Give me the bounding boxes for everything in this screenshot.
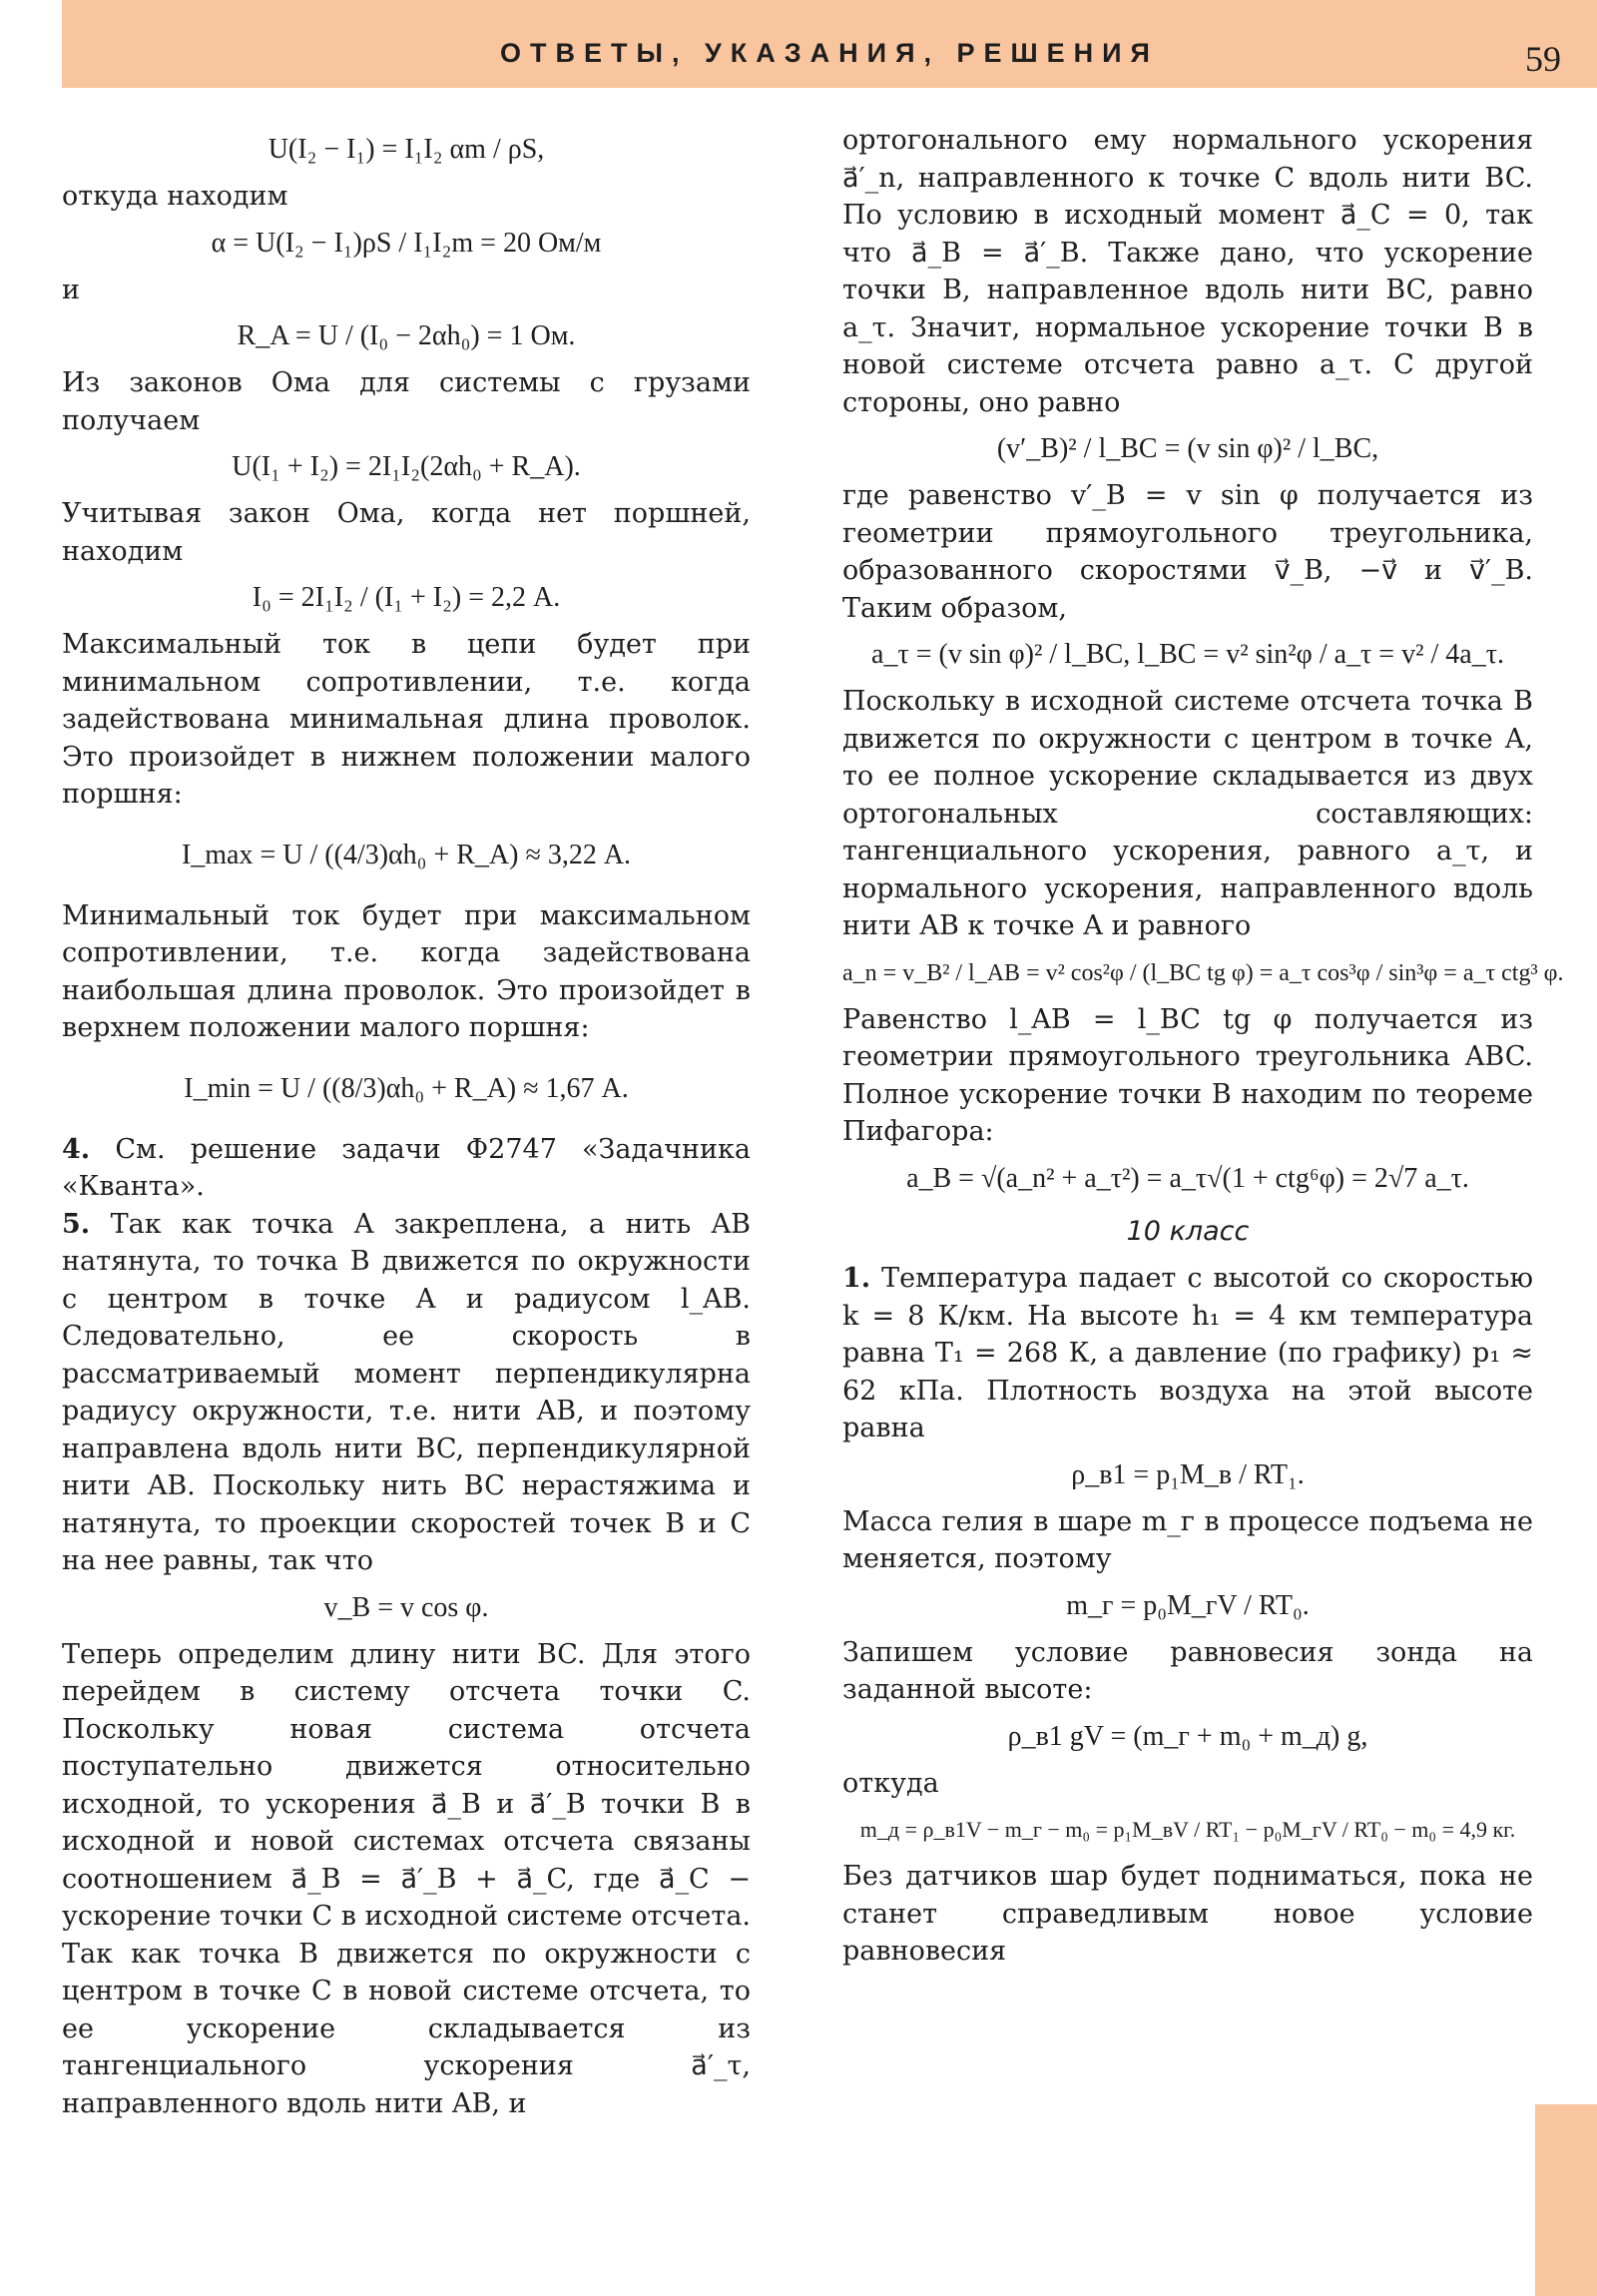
problem-1 xyxy=(842,1260,1533,1447)
paragraph: Без датчиков шар будет подниматься, пока не станет справедливым новое условие равновесия xyxy=(842,1861,1533,1967)
equation: m_д = ρ_в1V − m_г − m₀ = p₁M_вV / RT₁ − p₀M_гV / RT₀ − m₀ = 4,9 кг. xyxy=(859,1817,1516,1842)
equation: I_min = U / ((8/3)αh₀ + R_A) ≈ 1,67 А. xyxy=(184,1072,629,1104)
paragraph: Из законов Ома для системы с грузами получаем xyxy=(62,367,751,436)
paragraph: откуда xyxy=(842,1767,939,1799)
problem-text: Температура падает с высотой со скоростью k = 8 К/км. На высоте h₁ = 4 км температура равна T₁ = 268 К, а давление (по графику) p₁ ≈ 62 кПа. Плотность воздуха на этой высоте равна xyxy=(842,1263,1533,1443)
problem-4 xyxy=(62,1131,751,1206)
equation: α = U(I₂ − I₁)ρS / I₁I₂m = 20 Ом/м xyxy=(211,227,602,259)
paragraph: Масса гелия в шаре m_г в процессе подъема не меняется, поэтому xyxy=(842,1505,1533,1574)
paragraph: откуда находим xyxy=(62,181,288,212)
equation: U(I₁ + I₂) = 2I₁I₂(2αh₀ + R_A). xyxy=(232,451,581,482)
paragraph: Запишем условие равновесия зонда на заданной высоте: xyxy=(842,1636,1533,1705)
equation: I₀ = 2I₁I₂ / (I₁ + I₂) = 2,2 А. xyxy=(252,582,561,613)
section-heading: 10 класс xyxy=(1126,1215,1250,1247)
equation: ρ_в1 = p₁M_в / RT₁. xyxy=(1071,1458,1305,1490)
paragraph: Равенство l_AB = l_BC tg φ получается из геометрии прямоугольного треугольника ABC. Полное ускорение точки B находим по теореме Пифагора: xyxy=(842,1003,1533,1147)
page-header xyxy=(62,0,1597,88)
problem-number: 1. xyxy=(842,1263,871,1294)
paragraph: где равенство v′_B = v sin φ получается из геометрии прямоугольного треугольника, образованного скоростями v⃗_B, −v⃗ и v⃗′_B. Таким образом, xyxy=(842,480,1533,624)
equation: R_A = U / (I₀ − 2αh₀) = 1 Ом. xyxy=(237,320,576,351)
equation: I_max = U / ((4/3)αh₀ + R_A) ≈ 3,22 А. xyxy=(181,839,632,870)
equation: a_n = v_B² / l_AB = v² cos²φ / (l_BC tg φ) = a_τ cos³φ / sin³φ = a_τ ctg³ φ. xyxy=(842,959,1564,986)
problem-number: 4. xyxy=(62,1133,91,1165)
running-title: ОТВЕТЫ, УКАЗАНИЯ, РЕШЕНИЯ xyxy=(500,38,1159,68)
equation: a_τ = (v sin φ)² / l_BC, l_BC = v² sin²φ / a_τ = v² / 4a_τ. xyxy=(871,639,1504,670)
paragraph: Поскольку в исходной системе отсчета точка B движется по окружности с центром в точке A, то ее полное ускорение складывается из двух ортогональных составляющих: тангенциального ускорения, равного a_τ, и нормального ускорения, направленного вдоль нити AB к точке A и равного xyxy=(842,686,1533,941)
left-column xyxy=(62,122,751,2122)
paragraph: Максимальный ток в цепи будет при минимальном сопротивлении, т.е. когда задействована минимальная длина проволок. Это произойдет в нижнем положении малого поршня: xyxy=(62,629,751,810)
equation: ρ_в1 gV = (m_г + m₀ + m_д) g, xyxy=(1007,1720,1368,1752)
paragraph: Учитывая закон Ома, когда нет поршней, находим xyxy=(62,498,751,567)
page-number: 59 xyxy=(1525,39,1561,79)
equation: (v′_B)² / l_BC = (v sin φ)² / l_BC, xyxy=(996,433,1379,464)
problem-number: 5. xyxy=(62,1208,91,1240)
problem-5 xyxy=(62,1206,751,1580)
paragraph: Минимальный ток будет при максимальном сопротивлении, т.е. когда задействована наибольшая длина проволок. Это произойдет в верхнем положении малого поршня: xyxy=(62,899,751,1043)
corner-tab xyxy=(1535,2104,1597,2296)
right-column xyxy=(842,122,1564,1971)
paragraph: и xyxy=(62,274,80,305)
equation: m_г = p₀M_гV / RT₀. xyxy=(1066,1589,1310,1621)
equation: a_B = √(a_n² + a_τ²) = a_τ√(1 + ctg⁶φ) = 2√7 a_τ. xyxy=(906,1162,1469,1194)
paragraph: Теперь определим длину нити BC. Для этого перейдем в систему отсчета точки C. Поскольку новая система отсчета поступательно движется относительно исходной, то ускорения a⃗_B и a⃗′_B точки B в исходной и новой системах отсчета связаны соотношением a⃗_B = a⃗′_B + a⃗_C, где a⃗_C − ускорение точки C в исходной системе отсчета. Так как точка B движется по окружности с центром в точке C в новой системе отсчета, то ее ускорение складывается из тангенциального ускорения a⃗′_τ, направленного вдоль нити AB, и xyxy=(62,1638,752,2119)
equation: U(I₂ − I₁) = I₁I₂ αm / ρS, xyxy=(267,134,545,165)
equation: v_B = v cos φ. xyxy=(323,1591,489,1623)
problem-text: Так как точка A закреплена, а нить AB натянута, то точка B движется по окружности с центром в точке A и радиусом l_AB. Следовательно, ее скорость в рассматриваемый момент перпендикулярна радиусу окружности, т.е. нити AB, и поэтому направлена вдоль нити BC, перпендикулярной нити AB. Поскольку нить BC нерастяжима и натянута, то проекции скоростей точек B и C на нее равны, так что xyxy=(62,1208,751,1576)
paragraph: ортогонального ему нормального ускорения a⃗′_n, направленного к точке C вдоль нити BC. По условию в исходный момент a⃗_C = 0, так что a⃗_B = a⃗′_B. Также дано, что ускорение точки B, направленное вдоль нити BC, равно a_τ. Значит, нормальное ускорение точки B в новой системе отсчета равно a_τ. С другой стороны, оно равно xyxy=(842,125,1533,418)
problem-text: См. решение задачи Ф2747 «Задачника «Кванта». xyxy=(62,1133,751,1202)
